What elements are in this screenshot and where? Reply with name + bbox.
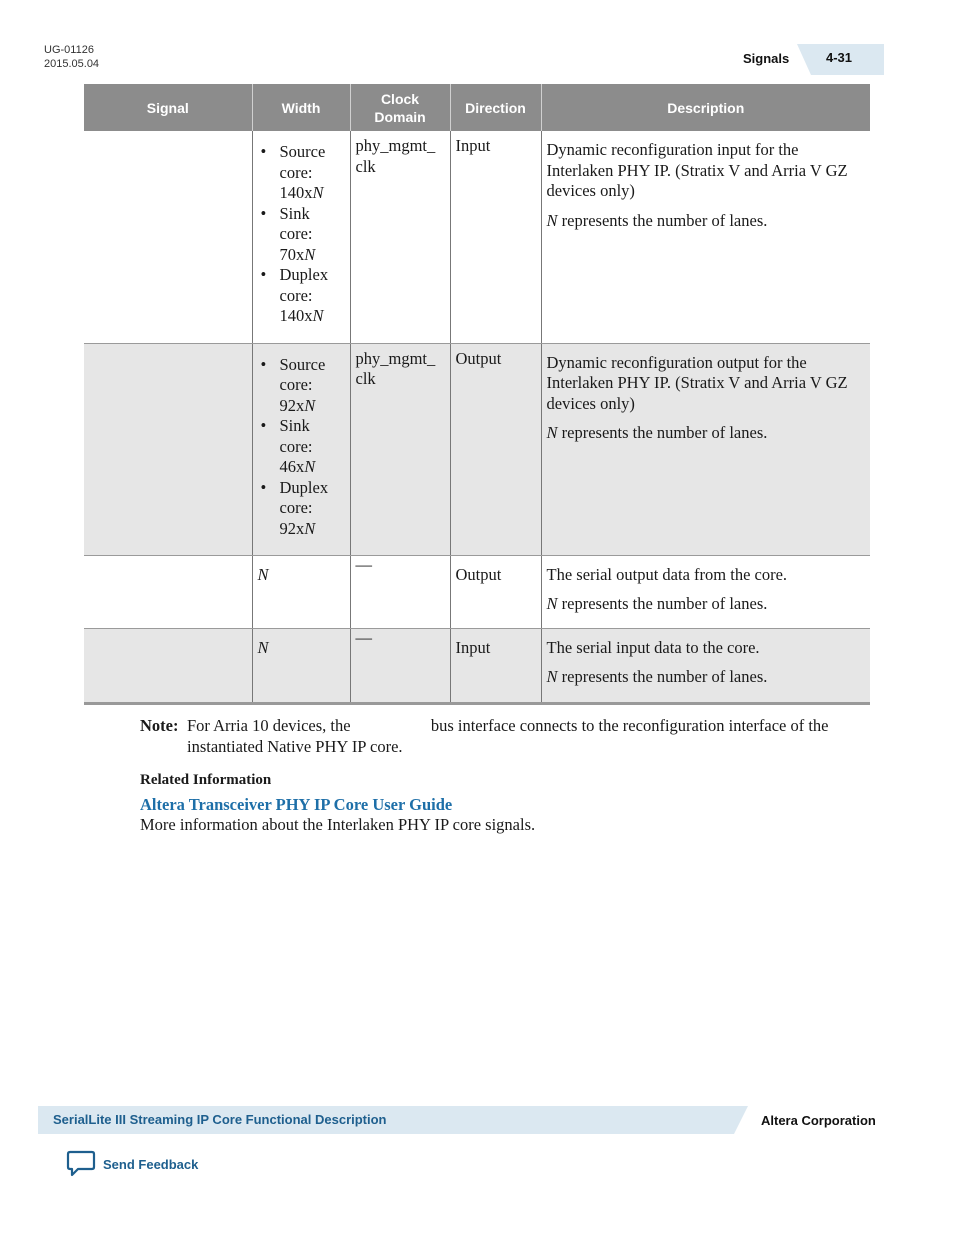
column-header-description: Description	[541, 84, 870, 131]
clock-domain-cell: phy_mgmt_ clk	[350, 343, 450, 555]
page-number: 4-31	[826, 50, 853, 65]
width-cell	[252, 131, 350, 343]
table-row	[84, 131, 870, 343]
signal-cell	[84, 628, 252, 703]
table-row	[84, 555, 870, 628]
direction-cell: Input	[450, 628, 541, 703]
related-description: More information about the Interlaken PHY IP core signals.	[140, 815, 536, 834]
clock-domain-cell: —	[350, 628, 450, 703]
width-cell: N	[252, 628, 350, 703]
width-list-item: • Source core: 140xN	[280, 142, 345, 204]
width-cell	[252, 343, 350, 555]
direction-cell: Output	[450, 555, 541, 628]
width-list-item: • Sink core: 46xN	[280, 416, 345, 478]
note-label: Note:	[140, 716, 179, 735]
description-cell	[541, 628, 870, 703]
send-feedback-label: Send Feedback	[103, 1156, 199, 1172]
table-row	[84, 628, 870, 703]
direction-cell: Input	[450, 131, 541, 343]
signals-table	[84, 84, 870, 705]
description-note: N represents the number of lanes.	[546, 210, 768, 230]
width-cell: N	[252, 555, 350, 628]
column-header-width: Width	[252, 84, 350, 131]
description-text: Dynamic reconfiguration input for the Interlaken PHY IP. (Stratix V and Arria V GZ devices only)	[546, 140, 848, 200]
footer-chapter-title[interactable]: SerialLite III Streaming IP Core Functional Description	[53, 1112, 387, 1127]
related-link[interactable]: Altera Transceiver PHY IP Core User Guide	[140, 795, 453, 814]
signal-cell	[84, 131, 252, 343]
speech-bubble-icon	[66, 1150, 96, 1178]
description-text: The serial input data to the core.	[546, 637, 760, 657]
description-note: N represents the number of lanes.	[546, 594, 768, 613]
direction-cell: Output	[450, 343, 541, 555]
description-cell	[541, 343, 870, 555]
send-feedback-link[interactable]	[66, 1150, 198, 1178]
note-text: For Arria 10 devices, the bus interface connects to the reconfiguration interface of the instantiated Native PHY IP core.	[187, 716, 829, 756]
footer-company: Altera Corporation	[761, 1113, 876, 1128]
note-block	[140, 715, 852, 757]
column-header-direction: Direction	[450, 84, 541, 131]
description-text: The serial output data from the core.	[546, 564, 788, 584]
description-note: N represents the number of lanes.	[546, 423, 768, 442]
description-note: N represents the number of lanes.	[546, 667, 768, 686]
document-id: UG-01126	[44, 44, 94, 56]
clock-domain-cell: —	[350, 555, 450, 628]
document-id-block	[44, 43, 99, 71]
description-cell	[541, 555, 870, 628]
table-row	[84, 343, 870, 555]
description-text: Dynamic reconfiguration output for the Interlaken PHY IP. (Stratix V and Arria V GZ devices only)	[546, 352, 848, 413]
related-information-title: Related Information	[140, 772, 272, 788]
width-list-item: • Source core: 92xN	[280, 355, 345, 417]
column-header-signal: Signal	[84, 84, 252, 131]
width-list-item: • Duplex core: 92xN	[280, 478, 345, 540]
table-header-row	[84, 84, 870, 131]
signal-cell	[84, 343, 252, 555]
document-date: 2015.05.04	[44, 58, 100, 70]
signal-cell	[84, 555, 252, 628]
width-list-item: • Sink core: 70xN	[280, 204, 345, 266]
width-list-item: • Duplex core: 140xN	[280, 265, 345, 327]
section-title: Signals	[743, 51, 790, 66]
clock-domain-cell: phy_mgmt_ clk	[350, 131, 450, 343]
column-header-clock-domain: Clock Domain	[350, 84, 450, 131]
description-cell	[541, 131, 870, 343]
